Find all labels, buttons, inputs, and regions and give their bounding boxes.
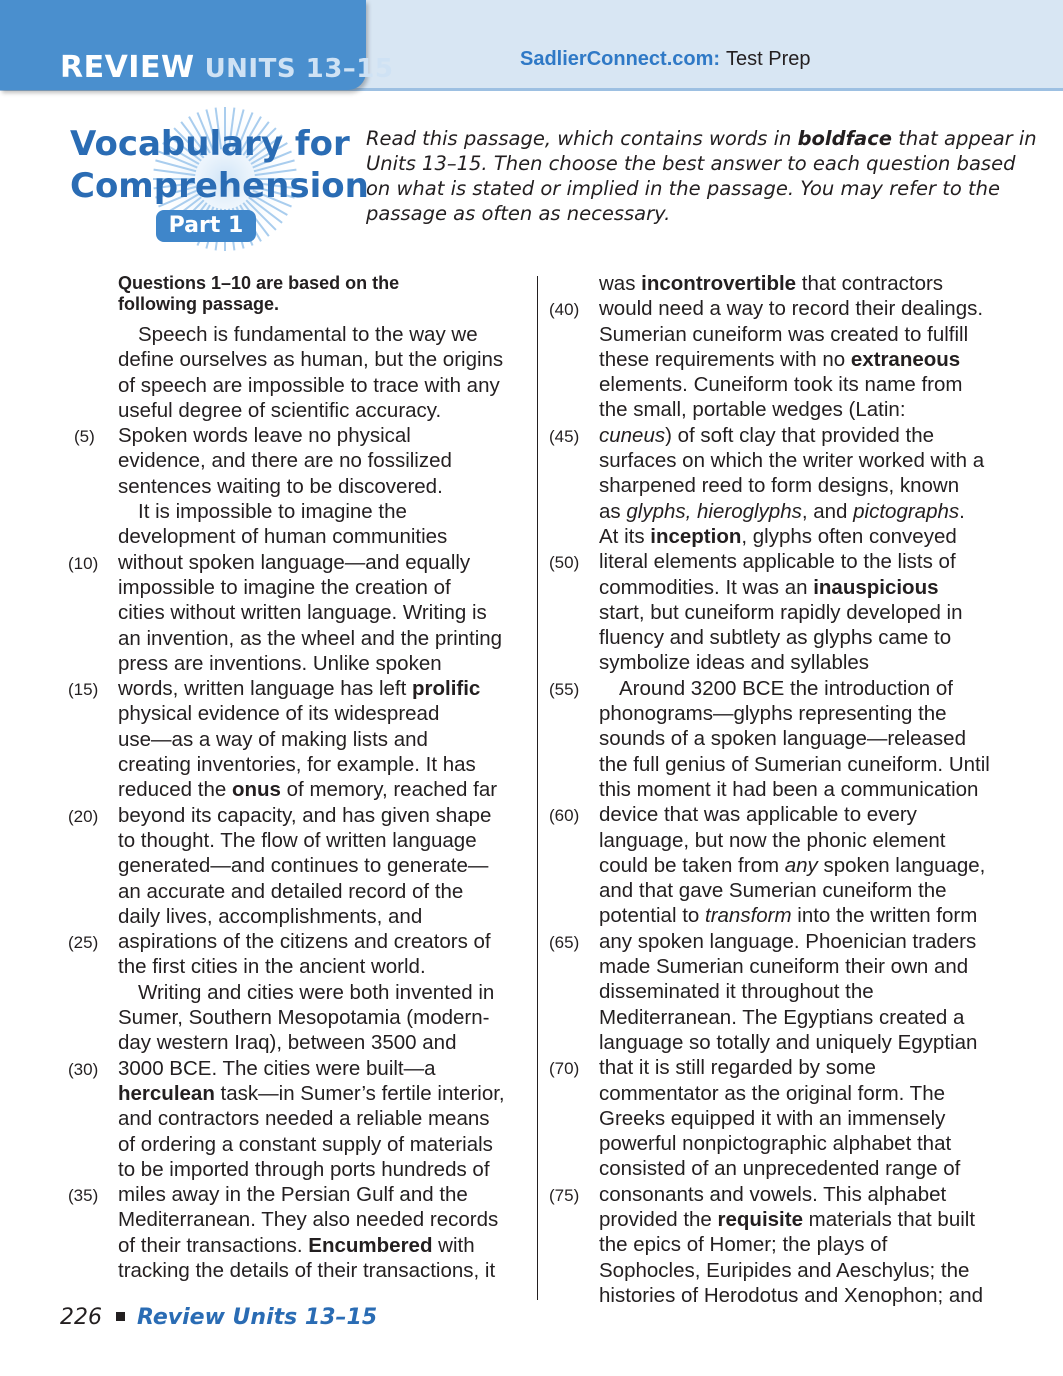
line-number: (45)	[549, 426, 580, 446]
passage-line	[68, 550, 528, 575]
passage-line	[599, 499, 1019, 524]
passage-line	[68, 1182, 528, 1207]
text-run: Around 3200 BCE the introduction of	[619, 676, 953, 700]
passage-line	[549, 296, 1019, 321]
vocab-word: extraneous	[850, 347, 961, 371]
review-tab	[0, 0, 394, 90]
text-run: any spoken language. Phoenician traders	[599, 929, 977, 953]
passage-line: Sumerian cuneiform was created to fulfill	[599, 322, 969, 346]
passage-line	[599, 853, 1019, 878]
line-number: (20)	[68, 806, 99, 826]
passage-line	[599, 271, 1019, 296]
passage-line: powerful nonpictographic alphabet that	[599, 1132, 952, 1156]
passage-left-column	[68, 322, 528, 1283]
vocab-word: onus	[231, 778, 281, 802]
text-run: commodities. It was an	[599, 575, 814, 599]
text-run: , glyphs often conveyed	[741, 524, 957, 548]
passage-line: made Sumerian cuneiform their own and	[599, 955, 969, 979]
passage-line	[549, 423, 1019, 448]
italic-text: glyphs, hieroglyphs	[626, 499, 802, 523]
passage-line: cities without written language. Writing is	[118, 601, 487, 625]
passage-line: and that gave Sumerian cuneiform the	[599, 879, 947, 903]
bold-text: boldface	[797, 127, 893, 150]
text-run: provided the	[599, 1207, 718, 1231]
passage-line: symbolize ideas and syllables	[599, 651, 870, 675]
square-bullet-icon	[116, 1312, 125, 1321]
passage-line: phonograms—glyphs representing the	[599, 702, 947, 726]
text-run: was	[599, 272, 642, 295]
logo-title-line2: Comprehension	[70, 166, 369, 206]
line-number: (60)	[549, 806, 580, 826]
passage-line: elements. Cuneiform took its name from	[599, 373, 963, 397]
passage-line: to be imported through ports hundreds of	[118, 1157, 490, 1181]
passage-line	[118, 1233, 528, 1258]
passage-line: fluency and subtlety as glyphs came to	[599, 626, 952, 650]
text-run: spoken language,	[817, 853, 986, 877]
instructions-line: on what is stated or implied in the passage. You may refer to the	[366, 177, 1001, 200]
passage-line	[118, 1081, 528, 1106]
passage-line: the first cities in the ancient world.	[118, 955, 426, 979]
text-run: potential to	[599, 904, 705, 928]
line-number: (15)	[68, 680, 99, 700]
text-run: of memory, reached far	[280, 778, 498, 802]
italic-text: transform	[705, 904, 792, 928]
questions-heading	[118, 273, 399, 315]
passage-line: consisted of an unprecedented range of	[599, 1157, 961, 1181]
vocab-word: incontrovertible	[641, 272, 797, 295]
passage-line: day western Iraq), between 3500 and	[118, 1031, 457, 1055]
passage-line	[549, 929, 1019, 954]
passage-line: Mediterranean. They also needed records	[118, 1208, 499, 1232]
passage-line	[74, 423, 528, 448]
italic-text: cuneus	[599, 423, 666, 447]
passage-line: tracking the details of their transactions, it	[118, 1258, 496, 1282]
passage-line: creating inventories, for example. It has	[118, 753, 476, 777]
passage-line: impossible to imagine the creation of	[118, 575, 451, 599]
passage-line: of ordering a constant supply of materials	[118, 1132, 493, 1156]
passage-line: to thought. The flow of written language	[118, 828, 477, 852]
page-footer	[60, 1303, 377, 1333]
italic-text: any	[784, 853, 818, 877]
text-run: At its	[599, 524, 651, 548]
text-run: aspirations of the citizens and creators of	[118, 930, 491, 954]
text-run: literal elements applicable to the lists of	[599, 550, 956, 574]
passage-line	[118, 777, 528, 802]
passage-line: surfaces on which the writer worked with a	[599, 449, 985, 473]
vocab-word: Encumbered	[308, 1233, 433, 1257]
text-run: that appear in	[892, 127, 1037, 150]
passage-line: start, but cuneiform rapidly developed in	[599, 600, 963, 624]
passage-line: histories of Herodotus and Xenophon; and	[599, 1283, 984, 1307]
passage-line	[599, 1207, 1019, 1232]
text-run: as	[599, 499, 627, 523]
passage-line: daily lives, accomplishments, and	[118, 904, 423, 928]
site-name: SadlierConnect.com:	[520, 48, 721, 70]
heading-line: Questions 1–10 are based on the	[118, 273, 400, 293]
line-number: (75)	[549, 1185, 580, 1205]
text-run: materials that built	[802, 1207, 976, 1231]
vocab-word: herculean	[118, 1081, 215, 1105]
passage-line	[549, 676, 1019, 701]
site-link[interactable]	[520, 46, 811, 72]
instructions-line: passage as often as necessary.	[366, 202, 671, 225]
text-run: these requirements with no	[599, 347, 851, 371]
passage-line: and contractors needed a reliable means	[118, 1107, 490, 1131]
passage-line: Speech is fundamental to the way we	[138, 323, 478, 346]
line-number: (30)	[68, 1059, 99, 1079]
line-number: (65)	[549, 932, 580, 952]
text-run: reduced the	[118, 778, 232, 802]
vocab-logo	[70, 104, 369, 254]
passage-line: generated—and continues to generate—	[118, 854, 489, 878]
passage-line: disseminated it throughout the	[599, 980, 874, 1004]
text-run: miles away in the Persian Gulf and the	[118, 1183, 468, 1207]
line-number: (35)	[68, 1186, 99, 1206]
passage-line: sharpened reed to form designs, known	[599, 474, 960, 498]
passage-line: language, but now the phonic element	[599, 828, 946, 852]
passage-line: development of human communities	[118, 525, 448, 549]
text-run: words, written language has left	[118, 677, 412, 701]
passage-line: the full genius of Sumerian cuneiform. Until	[599, 752, 990, 776]
text-run: without spoken language—and equally	[118, 550, 471, 574]
passage-line: sounds of a spoken language—released	[599, 727, 966, 751]
passage-line	[549, 1055, 1019, 1080]
line-number: (50)	[549, 553, 580, 573]
text-run: .	[959, 499, 965, 523]
line-number: (70)	[549, 1059, 580, 1079]
passage-line: useful degree of scientific accuracy.	[118, 398, 442, 422]
text-run: that it is still regarded by some	[599, 1056, 876, 1080]
passage-line: commentator as the original form. The	[599, 1081, 945, 1105]
part-badge: Part 1	[156, 210, 256, 242]
passage-line: of speech are impossible to trace with any	[118, 373, 500, 397]
text-run: Spoken words leave no physical	[118, 424, 411, 448]
line-number: (40)	[549, 300, 580, 320]
passage-line	[68, 676, 528, 701]
passage-line	[599, 524, 1019, 549]
vocab-word: inception	[650, 524, 742, 548]
passage-line: It is impossible to imagine the	[138, 500, 407, 524]
line-number: (5)	[74, 427, 95, 447]
passage-line: Mediterranean. The Egyptians created a	[599, 1005, 965, 1029]
passage-line	[68, 1056, 528, 1081]
text-run: of their transactions.	[118, 1233, 309, 1257]
passage-line: the small, portable wedges (Latin:	[599, 398, 906, 422]
vocab-word: inauspicious	[813, 575, 939, 599]
review-title	[60, 50, 393, 87]
text-run: with	[432, 1233, 475, 1257]
units-word: UNITS 13–15	[204, 54, 394, 84]
text-run: would need a way to record their dealings.	[599, 297, 984, 321]
passage-line: an accurate and detailed record of the	[118, 879, 464, 903]
site-section: Test Prep	[726, 48, 811, 70]
instructions-line	[366, 126, 1037, 151]
instructions-line: Units 13–15. Then choose the best answer to each question based	[366, 152, 1016, 175]
text-run: beyond its capacity, and has given shape	[118, 803, 492, 827]
text-run: 3000 BCE. The cities were built—a	[118, 1056, 436, 1080]
passage-line	[549, 1182, 1019, 1207]
text-run: device that was applicable to every	[599, 803, 917, 827]
heading-line: following passage.	[118, 294, 280, 314]
text-run: that contractors	[796, 272, 944, 295]
passage-line: language so totally and uniquely Egyptian	[599, 1030, 978, 1054]
passage-line	[549, 549, 1019, 574]
passage-line: Sumer, Southern Mesopotamia (modern-	[118, 1006, 490, 1030]
text-run: consonants and vowels. This alphabet	[599, 1182, 947, 1206]
text-run: , and	[801, 499, 854, 523]
passage-line: an invention, as the wheel and the printing	[118, 626, 503, 650]
passage-line	[599, 575, 1019, 600]
passage-line: sentences waiting to be discovered.	[118, 474, 443, 498]
passage-line: use—as a way of making lists and	[118, 727, 428, 751]
vocab-word: requisite	[717, 1207, 803, 1231]
passage-line	[549, 802, 1019, 827]
passage-line: define ourselves as human, but the origins	[118, 348, 504, 372]
italic-text: pictographs	[853, 499, 960, 523]
text-run: ) of soft clay that provided the	[665, 423, 935, 447]
passage-line: Sophocles, Euripides and Aeschylus; the	[599, 1258, 970, 1282]
line-number: (25)	[68, 933, 99, 953]
passage-right-column	[549, 271, 1019, 1308]
passage-line: this moment it had been a communication	[599, 777, 979, 801]
passage-line: press are inventions. Unlike spoken	[118, 651, 442, 675]
passage-line: the epics of Homer; the plays of	[599, 1233, 888, 1257]
footer-title: Review Units 13–15	[137, 1305, 378, 1330]
passage-line	[599, 903, 1019, 928]
passage-line: evidence, and there are no fossilized	[118, 449, 452, 473]
passage-line	[599, 347, 1019, 372]
passage-line	[68, 803, 528, 828]
column-divider	[537, 276, 538, 1300]
page-number: 226	[60, 1305, 102, 1330]
line-number: (10)	[68, 553, 99, 573]
text-run: into the written form	[791, 904, 978, 928]
review-word: REVIEW	[60, 50, 195, 85]
passage-line: physical evidence of its widespread	[118, 702, 440, 726]
passage-line: Greeks equipped it with an immensely	[599, 1106, 946, 1130]
passage-line: Writing and cities were both invented in	[138, 980, 495, 1004]
passage-line	[68, 929, 528, 954]
vocab-word: prolific	[412, 677, 481, 701]
logo-title-line1: Vocabulary for	[70, 124, 350, 164]
text-run: could be taken from	[599, 853, 785, 877]
text-run: Read this passage, which contains words in	[366, 127, 798, 150]
instructions	[366, 126, 1037, 226]
text-run: task—in Sumer’s fertile interior,	[214, 1081, 505, 1105]
line-number: (55)	[549, 679, 580, 699]
